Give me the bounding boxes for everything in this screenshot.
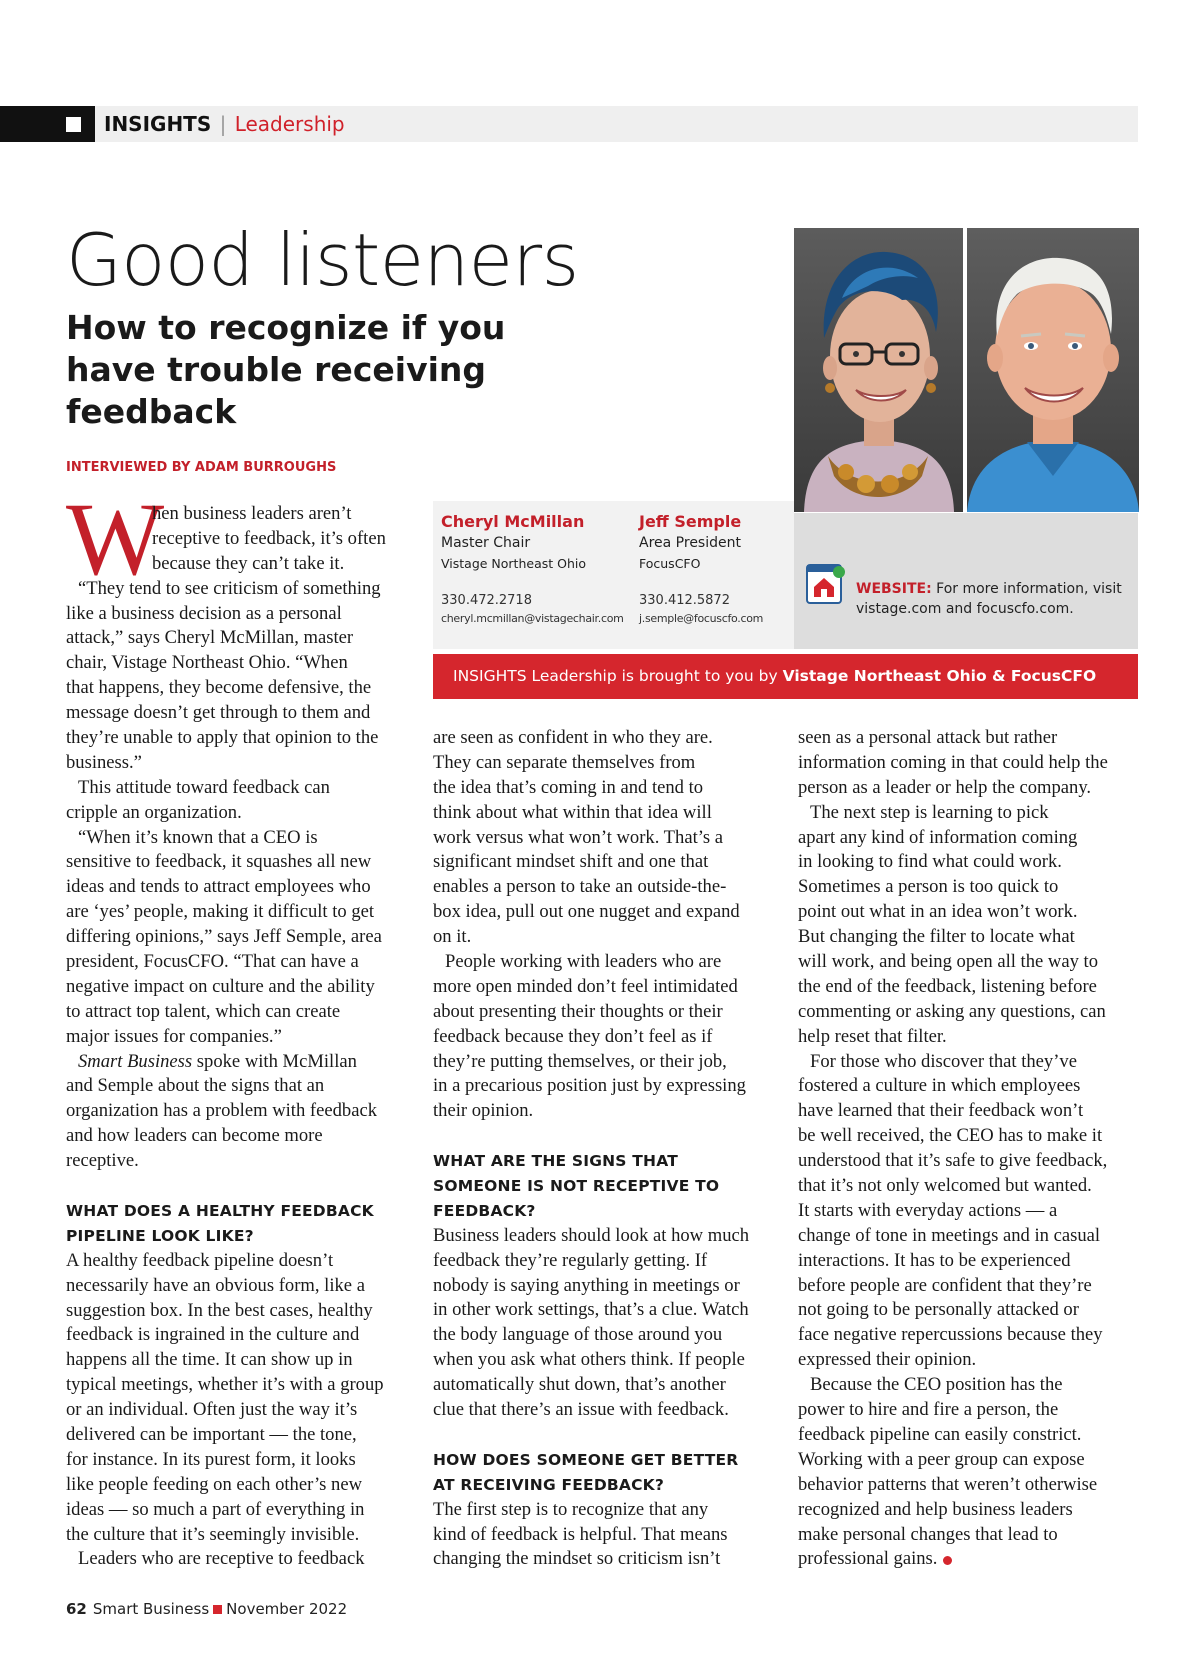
sponsor-names: Vistage Northeast Ohio & FocusCFO [782,667,1097,685]
website-box [794,513,1138,649]
body-text-line [798,1025,1144,1050]
body-text-line [798,826,1144,851]
line-text: receptive. [66,1150,139,1172]
body-text-line [798,1074,1144,1099]
line-text: WHAT ARE THE SIGNS THAT [433,1152,678,1171]
body-text-line [66,1498,406,1523]
line-text: AT RECEIVING FEEDBACK? [433,1475,665,1494]
section-heading [433,1448,779,1473]
line-text: interactions. It has to be experienced [798,1249,1071,1271]
line-text: their opinion. [433,1100,534,1122]
line-text: WHAT DOES A HEALTHY FEEDBACK [66,1201,374,1220]
contact-org: FocusCFO [639,556,701,571]
body-text-line [66,1373,406,1398]
body-text-line [433,1249,779,1274]
line-text: A healthy feedback pipeline doesn’t [66,1249,334,1271]
body-text-line [798,1348,1144,1373]
body-text-line [433,1274,779,1299]
body-text-line [798,1323,1144,1348]
line-text: organization has a problem with feedback [66,1100,377,1122]
line-text: automatically shut down, that’s another [433,1374,726,1396]
line-text: help reset that filter. [798,1025,947,1047]
body-text-line [66,1025,406,1050]
body-text-line [798,1498,1144,1523]
body-text-line [798,1050,1144,1075]
article-title: Good listeners [66,218,579,302]
line-text: suggestion box. In the best cases, healthy [66,1299,373,1321]
line-text: the end of the feedback, listening before [798,975,1097,997]
section-heading [66,1199,406,1224]
section-category: Leadership [234,112,345,136]
line-text: work versus what won’t work. That’s a [433,826,724,848]
contact-email[interactable]: cheryl.mcmillan@vistagechair.com [441,612,624,625]
body-text-line [433,1025,779,1050]
issue-date: November 2022 [226,1600,348,1618]
line-text: Working with a peer group can expose [798,1448,1085,1470]
publication-mention: Smart Business [78,1050,193,1072]
section-heading [433,1149,779,1174]
line-text: professional gains. [798,1548,938,1570]
line-text: commenting or asking any questions, can [798,1000,1106,1022]
line-text: the culture that it’s seemingly invisible. [66,1523,360,1545]
line-text: feedback they’re regularly getting. If [433,1249,708,1271]
line-text: major issues for companies.” [66,1025,282,1047]
line-text: The next step is learning to pick [810,801,1049,823]
body-text-line [433,1050,779,1075]
body-text-line [798,1174,1144,1199]
line-text: because they can’t take it. [152,552,345,574]
body-text-line [798,1298,1144,1323]
line-text: face negative repercussions because they [798,1324,1103,1346]
line-text: president, FocusCFO. “That can have a [66,951,359,973]
line-text: think about what within that idea will [433,801,712,823]
line-text: recognized and help business leaders [798,1498,1073,1520]
body-text-line [66,1149,406,1174]
body-text-line [433,1398,779,1423]
line-text: Sometimes a person is too quick to [798,876,1059,898]
line-text: and how leaders can become more [66,1125,323,1147]
body-text-line [66,651,406,676]
body-text-line [798,1199,1144,1224]
body-text-line [66,925,406,950]
line-text: attack,” says Cheryl McMillan, master [66,627,354,649]
section-name: INSIGHTS [104,112,212,136]
line-text: seen as a personal attack but rather [798,727,1058,748]
body-text-line [798,950,1144,975]
body-text-line [66,1473,406,1498]
line-text: will work, and being open all the way to [798,951,1099,973]
drop-cap: W [66,482,165,597]
section-heading [433,1174,779,1199]
body-text-line [66,676,406,701]
body-text-line [798,1398,1144,1423]
body-text-line [66,900,406,925]
line-text: that happens, they become defensive, the [66,677,372,699]
section-heading [433,1473,779,1498]
line-text: are seen as confident in who they are. [433,727,713,748]
line-text: It starts with everyday actions — a [798,1199,1058,1221]
line-text: kind of feedback is helpful. That means [433,1523,728,1545]
sponsor-text [453,654,1096,699]
body-text-line [433,900,779,925]
line-text: fostered a culture in which employees [798,1075,1081,1097]
line-text: clue that there’s an issue with feedback. [433,1399,729,1421]
header-square-icon [66,117,81,132]
contact-card-cheryl [441,512,631,628]
line-text: business.” [66,751,142,773]
section-label [104,112,345,136]
line-text: not going to be personally attacked or [798,1299,1079,1321]
photo-cheryl-mcmillan [794,228,963,512]
body-text-line [433,1000,779,1025]
line-text: “They tend to see criticism of something [78,577,381,599]
body-text-line [798,1423,1144,1448]
contact-title: Area President [639,535,741,551]
line-text: “When it’s known that a CEO is [78,826,318,848]
line-text: behavior patterns that weren’t otherwise [798,1473,1098,1495]
line-text: before people are confident that they’re [798,1274,1092,1296]
line-text: significant mindset shift and one that [433,851,709,873]
line-text: feedback pipeline can easily constrict. [798,1423,1082,1445]
body-text-line [66,552,406,577]
line-text: and Semple about the signs that an [66,1075,325,1097]
body-text-line [798,975,1144,1000]
contact-name: Jeff Semple [639,512,742,531]
paragraph-gap [433,1124,779,1149]
line-text: People working with leaders who are [445,951,722,973]
article-subtitle: How to recognize if you have trouble receiving feedback [66,308,506,431]
body-text-line [433,801,779,826]
body-text-line [433,1523,779,1548]
line-text: the body language of those around you [433,1324,723,1346]
body-text-line [433,1074,779,1099]
line-text: hen business leaders aren’t [152,503,352,524]
body-text-line [66,701,406,726]
website-label: WEBSITE: [856,581,932,597]
line-text: apart any kind of information coming [798,826,1078,848]
body-text-line [66,751,406,776]
body-text-line [66,1323,406,1348]
body-text-line [798,726,1144,751]
body-text-line [798,1000,1144,1025]
line-text: on it. [433,926,472,948]
body-text-line [66,1547,406,1572]
body-text-line [798,1099,1144,1124]
body-text-line [66,577,406,602]
line-text: person as a leader or help the company. [798,776,1092,798]
page-footer [66,1600,347,1618]
photo-jeff-semple [967,228,1139,512]
body-text-line [66,1448,406,1473]
body-text-line [798,1274,1144,1299]
body-text-line [798,751,1144,776]
body-text-line [433,1224,779,1249]
body-text-line [433,850,779,875]
line-text: happens all the time. It can show up in [66,1349,353,1371]
line-text: are ‘yes’ people, making it difficult to get [66,901,375,923]
line-text: feedback because they don’t feel as if [433,1025,713,1047]
article-column-2 [433,726,779,1572]
line-text: when you ask what others think. If people [433,1349,745,1371]
line-text: make personal changes that lead to [798,1523,1058,1545]
line-text: They can separate themselves from [433,751,696,773]
body-text-line [433,751,779,776]
line-text: like a business decision as a personal [66,602,342,624]
contact-phone[interactable]: 330.472.2718 [441,593,532,608]
end-mark-icon [943,1556,952,1565]
line-text: they’re unable to apply that opinion to the [66,727,379,749]
line-text: the idea that’s coming in and tend to [433,776,704,798]
line-text: FEEDBACK? [433,1201,536,1220]
body-text-line [66,776,406,801]
body-text-line [66,1523,406,1548]
line-text: chair, Vistage Northeast Ohio. “When [66,652,348,674]
line-text: receptive to feedback, it’s often [152,527,386,549]
body-text-line [66,502,406,527]
line-text: about presenting their thoughts or their [433,1000,723,1022]
body-text-line [66,1074,406,1099]
body-text-line [433,1498,779,1523]
paragraph-gap [66,1174,406,1199]
line-text: in looking to find what could work. [798,851,1062,873]
contact-phone[interactable]: 330.412.5872 [639,593,730,608]
body-text-line [66,1274,406,1299]
contact-email[interactable]: j.semple@focuscfo.com [639,612,764,625]
contact-name: Cheryl McMillan [441,512,585,531]
line-text: expressed their opinion. [798,1349,977,1371]
line-text: box idea, pull out one nugget and expand [433,901,740,923]
body-text-line [66,726,406,751]
body-text-line [433,1348,779,1373]
line-text: nobody is saying anything in meetings or [433,1274,740,1296]
body-text-line [433,975,779,1000]
body-text-line [433,1298,779,1323]
body-text-line [798,1448,1144,1473]
line-text: in other work settings, that’s a clue. Watch [433,1299,749,1321]
body-text-line [66,1423,406,1448]
line-text: message doesn’t get through to them and [66,702,371,724]
line-text: power to hire and fire a person, the [798,1399,1059,1421]
line-text: for instance. In its purest form, it looks [66,1448,356,1470]
website-info[interactable]: For more information, visit vistage.com and focuscfo.com. [856,581,1122,617]
line-text: cripple an organization. [66,801,242,823]
contact-box [433,501,794,649]
body-text-line [798,1373,1144,1398]
line-text: changing the mindset so criticism isn’t [433,1548,721,1570]
line-text: ideas and tends to attract employees who [66,876,371,898]
body-text-line [798,1249,1144,1274]
line-text: that it’s not only welcomed but wanted. [798,1175,1092,1197]
article-byline: INTERVIEWED BY ADAM BURROUGHS [66,460,337,475]
body-text-line [798,801,1144,826]
line-text: negative impact on culture and the ability [66,975,375,997]
body-text-line [798,1523,1144,1548]
body-text-line [66,527,406,552]
line-text: understood that it’s safe to give feedback, [798,1150,1108,1172]
line-text: they’re putting themselves, or their job, [433,1050,727,1072]
page-number: 62 [66,1600,87,1618]
body-text-line [66,1000,406,1025]
contact-title: Master Chair [441,535,531,551]
line-text: necessarily have an obvious form, like a [66,1274,365,1296]
body-text-line [433,875,779,900]
body-text-line [798,850,1144,875]
line-text: For those who discover that they’ve [810,1050,1077,1072]
line-text: or an individual. Often just the way it’s [66,1399,358,1421]
line-text: more open minded don’t feel intimidated [433,975,738,997]
section-separator: | [219,112,227,136]
body-text-line [66,1398,406,1423]
footer-square-icon [213,1605,222,1614]
line-text: HOW DOES SOMEONE GET BETTER [433,1450,739,1469]
line-text: ideas — so much a part of everything in [66,1498,365,1520]
body-text-line [66,975,406,1000]
article-column-1 [66,502,406,1572]
publication-name: Smart Business [92,1600,210,1618]
body-text-line [66,1124,406,1149]
line-text: be well received, the CEO has to make it [798,1125,1103,1147]
body-text-line [66,1099,406,1124]
website-icon [806,563,846,607]
body-text-line [433,826,779,851]
line-text: in a precarious position just by expressing [433,1075,746,1097]
body-text-line [433,950,779,975]
line-text: Business leaders should look at how much [433,1224,750,1246]
body-text-line [66,602,406,627]
body-text-line [433,726,779,751]
article-column-3 [798,726,1144,1572]
section-header-bar [0,106,1138,142]
body-text-line [433,1373,779,1398]
line-text: change of tone in meetings and in casual [798,1224,1101,1246]
line-text: point out what in an idea won’t work. [798,901,1078,923]
body-text-line [66,1299,406,1324]
body-text-line [66,1050,406,1075]
sponsor-bar [433,654,1138,699]
line-text: This attitude toward feedback can [78,776,330,798]
line-text: have learned that their feedback won’t [798,1100,1084,1122]
body-text-line [66,950,406,975]
line-text: sensitive to feedback, it squashes all new [66,851,372,873]
body-text-line [798,875,1144,900]
line-text: like people feeding on each other’s new [66,1473,363,1495]
section-heading [433,1199,779,1224]
body-text-line [66,801,406,826]
body-text-line [798,925,1144,950]
line-text: differing opinions,” says Jeff Semple, area [66,926,382,948]
paragraph-gap [433,1423,779,1448]
section-heading [66,1224,406,1249]
body-text-line [66,850,406,875]
body-text-line [66,826,406,851]
line-text: to attract top talent, which can create [66,1000,341,1022]
line-text: PIPELINE LOOK LIKE? [66,1226,254,1245]
body-text-line [66,626,406,651]
body-text-line [798,1149,1144,1174]
line-text: typical meetings, whether it’s with a group [66,1374,384,1396]
body-text-line [433,1099,779,1124]
body-text-line [433,925,779,950]
sponsor-prefix: INSIGHTS Leadership is brought to you by [453,667,778,685]
line-text: Because the CEO position has the [810,1374,1063,1396]
body-text-line [798,1547,1144,1572]
line-text: enables a person to take an outside-the- [433,876,727,898]
line-text: The first step is to recognize that any [433,1498,709,1520]
body-text-line [66,1348,406,1373]
body-text-line [433,776,779,801]
body-text-line [798,1124,1144,1149]
body-text-line [433,1547,779,1572]
body-text-line [798,776,1144,801]
body-text-line [66,1249,406,1274]
body-text-fragment: spoke with McMillan [192,1050,357,1072]
body-text-line [798,1473,1144,1498]
line-text: information coming in that could help the [798,751,1108,773]
body-text-line [433,1323,779,1348]
line-text: delivered can be important — the tone, [66,1423,357,1445]
website-text [856,579,1132,619]
line-text: SOMEONE IS NOT RECEPTIVE TO [433,1177,720,1196]
line-text: feedback is ingrained in the culture and [66,1324,360,1346]
body-text-line [798,900,1144,925]
line-text: Leaders who are receptive to feedback [78,1548,365,1570]
line-text: But changing the filter to locate what [798,926,1075,948]
body-text-line [66,875,406,900]
body-text-line [798,1224,1144,1249]
contact-org: Vistage Northeast Ohio [441,556,587,571]
